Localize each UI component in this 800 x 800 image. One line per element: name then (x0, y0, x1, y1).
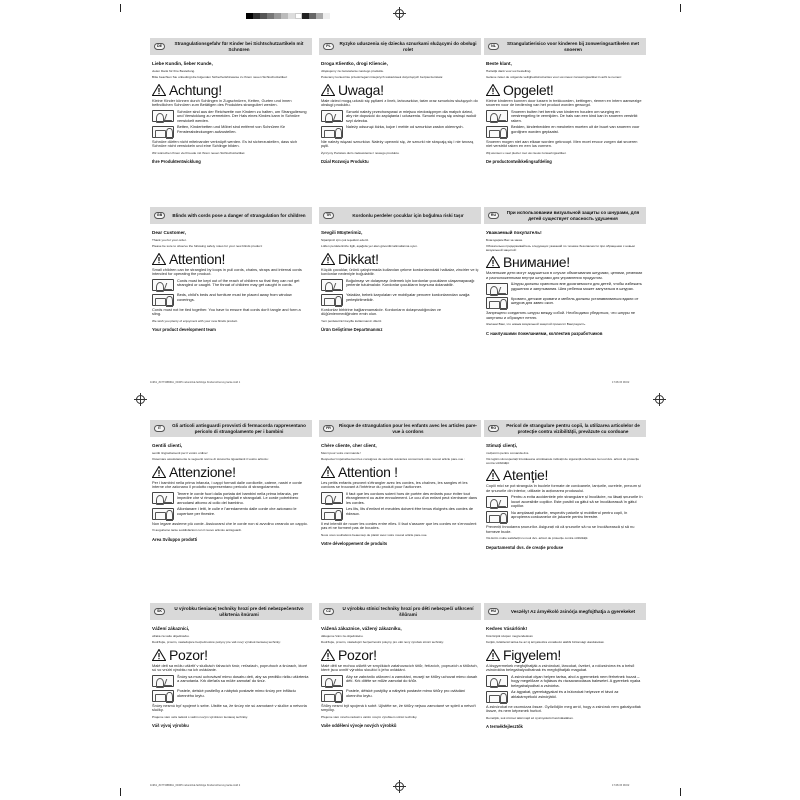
closing-wish: Vi auguriamo tante soddisfazioni con il nuovo articolo antisguardi. (152, 528, 242, 533)
panel-body (484, 437, 646, 550)
panel-body (150, 620, 312, 728)
closing-wish: Wij wensen u veel plezier met uw nieuw zonweringsartikel. (486, 150, 567, 155)
safety-bullet (486, 511, 644, 524)
bullet-text: Az ágyakat, gyerekágyakat és a bútorokat helyezze el távol az ablakárnyékoló zsinórjától. (511, 689, 619, 699)
intro-safety-notes: Respectez impérativement les consignes de sécurité suivantes concernant votre nouvel article pare-vue : (321, 456, 465, 461)
intro-thanks: Благодарим Вас за заказ. (486, 238, 523, 242)
child-cord-pictogram-icon (321, 492, 343, 504)
instruction-panel-tr (319, 207, 481, 387)
child-cord-pictogram-icon (486, 496, 508, 508)
intro-thanks: dziękujemy za zamówienie naszego produktu. (321, 69, 385, 73)
cord-knot-text: Nie należy wiązać sznurków. Należy upewnić się, że sznurki nie skręcają się i nie tworzą pętli. (321, 138, 474, 149)
hazard-text: Küçük çocuklar, ürünü çalıştırmada kullanılan çekme kordonlarındaki halkalar, zincirler ve iç kordonlar nedeniyle boğulabilir. (321, 266, 479, 277)
panel-header-title: U výrobku stínicí techniky hrozí pro děti nebezpečí uškrcení šňůrami (342, 606, 474, 617)
child-cord-pictogram-icon (321, 675, 343, 687)
closing-wish: Życzymy Państwu dużo zadowolenia z nowego produktu. (321, 150, 400, 155)
greeting: Уважаемый покупатель! (486, 230, 542, 235)
panel-header (150, 38, 312, 55)
language-badge: GB (154, 212, 165, 219)
footer-timestamp-top: 17.08.15 09:02 (612, 381, 630, 384)
safety-bullet (321, 689, 479, 702)
language-badge: DE (154, 43, 165, 50)
closing-wish: Wir wünschen Ihnen viel Freude mit Ihrem neuen Sichtschutzartikel. (152, 150, 246, 155)
language-badge: RO (488, 425, 499, 432)
cord-knot-text: Schnüre dürfen nicht miteinander verknüpft werden. Es ist sicherzustellen, dass sich Schnüre nicht verwickeln und eine Schlinge bilden. (152, 138, 298, 149)
greeting: Droga Klientko, drogi Kliencie, (321, 61, 388, 66)
warning-triangle-icon (486, 256, 500, 268)
intro-safety-notes: Please be sure to observe the following safety notes for your new blinds product: (152, 243, 263, 248)
signature: С наилучшими пожеланиями, коллектив разработчиков (486, 331, 603, 337)
warning-word: Attenzione! (169, 463, 236, 480)
safety-bullet (152, 279, 310, 292)
warning-heading (152, 648, 310, 662)
panel-body (319, 437, 481, 546)
bed-window-pictogram-icon (152, 690, 174, 702)
bullet-text: Beds, child's beds and furniture must be placed away from window coverings. (177, 292, 292, 302)
panel-header-title: Pericol de strangulare pentru copii, la utilizarea articolelor de protecție contra vizibilității, prevăzute cu cordoane (506, 423, 640, 434)
warning-triangle-icon (321, 649, 335, 661)
child-cord-pictogram-icon (321, 110, 343, 122)
panel-header (319, 603, 481, 620)
bullet-text: Les lits, lits d'enfant et meubles doivent être tenus éloignés des cordes de rideaux. (346, 506, 474, 516)
greeting: Dear Customer, (152, 230, 186, 235)
bed-window-pictogram-icon (321, 126, 343, 138)
warning-word: Attention! (169, 250, 226, 267)
child-cord-pictogram-icon (152, 492, 174, 504)
bullet-text: Pentru a evita accidentele prin strangulare și încolăcire, nu lăsați șnururile în locuri accesibile copiilor. Este posibil ca gâtul să se încolăcească în gâtul copiilor. (511, 494, 643, 509)
safety-bullet (321, 492, 479, 506)
child-cord-pictogram-icon (486, 675, 508, 687)
greeting: Beste klant, (486, 61, 512, 66)
warning-word: Dikkat! (338, 250, 379, 267)
bullet-text: A zsinórokat olyan helyen tartsa, ahol a gyermekek nem férhetnek hozzá – hogy megelőzze a fojtásos és rácsavarodásos balesetet. A gyerekek nyaka belegabalyodhat a zsinórba. (511, 673, 641, 688)
intro-thanks: vďaka za vašu objednávku. (152, 634, 190, 638)
safety-bullet (321, 507, 479, 520)
intro-thanks: Thank you for your order. (152, 238, 187, 242)
warning-word: Atenție! (503, 467, 549, 484)
bed-window-pictogram-icon (486, 691, 508, 703)
bullet-text: Betten, Kinderbetten und Möbel sind entfernt von Schnüren für Fensterabdeckungen aufzustellen. (177, 124, 285, 134)
safety-bullet (321, 279, 479, 292)
greeting: Liebe Kundin, lieber Kunde, (152, 61, 213, 66)
warning-word: Pozor! (169, 646, 208, 663)
safety-bullet (486, 125, 644, 138)
warning-heading (152, 252, 310, 266)
instruction-panel-nl (484, 38, 646, 221)
signature: Area Sviluppo prodotti (152, 536, 198, 542)
bed-window-pictogram-icon (152, 294, 174, 306)
bullet-text: Yataklar, bebek karyolaları ve mobilyalar pencere kordonlarından uzağa yerleştirilmelidir. (346, 292, 470, 302)
bed-window-pictogram-icon (152, 126, 174, 138)
signature: A termékfejlesztők (486, 724, 523, 730)
language-badge: PL (323, 43, 334, 50)
instruction-panel-cz (319, 603, 481, 783)
bed-window-pictogram-icon (486, 126, 508, 138)
cord-knot-text: Šnúry nesmú byť spojené k sebe. Uistite sa, že šnúry nie sú zamotané v slučke a netvoria slučky. (152, 702, 307, 713)
intro-safety-notes: Bitte beachten Sie unbedingt die folgenden Sicherheitshinweise zu Ihrem neuen Sichtschutzartikel: (152, 74, 288, 79)
warning-heading (486, 648, 644, 662)
crop-mark (680, 4, 681, 12)
intro-safety-notes: Gelieve zeker de volgende veiligheidsinstructies voor uw nieuw zonweringsartikel in acht te nemen: (486, 74, 622, 79)
closing-wish: Yeni perdelerinizi keyifle kullanmanızı dileriz. (321, 318, 383, 323)
instruction-panel-pl (319, 38, 481, 218)
bed-window-pictogram-icon (486, 511, 508, 523)
intro-safety-notes: Обязательно придерживайтесь следующих указаний по технике безопасности при обращении с новым визуальной защитой: (486, 243, 635, 252)
intro-thanks: sentiti ringraziamenti per il vostro ordine! (152, 451, 208, 455)
bullet-text: Šnúry sa musí uchovávať mimo dosahu detí, aby sa predišlo riziku uškrtenia a zamotania. Krk dieťaťa sa môže zamotať do šnúr. (177, 673, 309, 684)
instruction-panel-ru (484, 207, 646, 387)
warning-heading (321, 252, 479, 266)
instruction-panel-sk (150, 603, 312, 783)
signature: Váš vývoj výrobku (152, 723, 189, 729)
safety-bullet (486, 282, 644, 295)
hazard-text: Маленькие дети могут задушиться в случае обматывания шнурами, цепями, ремнями и расположенными внутри шнурами для управления продуктом. (486, 270, 643, 280)
panel-header-title: Kordonlu perdeler çocuklar için boğulma riski taşır (352, 212, 464, 218)
safety-bullet (152, 125, 310, 138)
panel-body (319, 55, 481, 164)
panel-header-title: Blinds with cords pose a danger of strangulation for children (172, 212, 306, 218)
panel-header (484, 207, 646, 224)
bullet-text: Allontanare i letti, le culle e l'arredamento dalle corde che azionano le coperture per finestre. (177, 506, 297, 516)
bullet-text: Snoeren buiten het bereik van kinderen houden om wurging en verstrengeling te vermijden. De hals van een kind kan in snoeren verstrikt raken. (511, 108, 638, 123)
safety-bullet (152, 689, 310, 702)
safety-bullet (321, 293, 479, 306)
cord-knot-text: Cords must not be tied together. You have to ensure that cords don't tangle and form a sling. (152, 306, 301, 317)
intro-safety-notes: Vă rugăm să respectați întotdeauna următoarele indicații de siguranță referitoare la noul dvs. articol de protecție contra vizibilității: (486, 456, 640, 465)
bullet-text: Postele, detské postieľky a nábytok postavte mimo šnúry pre infiláciu okenného krytu. (177, 688, 296, 698)
closing-wish: Желаем Вам, что новым визуальной защитой приносит Вам радость. (486, 322, 586, 327)
bed-window-pictogram-icon (486, 297, 508, 309)
panel-header-title: Veszély! Az árnyékoló zsinórja megfojthatja a gyerekeket (510, 608, 636, 614)
registration-mark-icon (655, 395, 664, 404)
bed-window-pictogram-icon (321, 508, 343, 520)
crop-mark (120, 4, 121, 12)
panel-header-title: Ryzyko uduszenia się dziecka sznurkami służącymi do obsługi rolet (339, 41, 477, 52)
warning-triangle-icon (321, 84, 335, 96)
bullet-text: Bedden, kinderbedden en meubelen moeten uit de buurt van snoeren voor gordijnen worden geplaatst. (511, 124, 640, 134)
hazard-text: Small children can be strangled by loops in pull cords, chains, straps and internal cords intended for operating the product. (152, 266, 302, 277)
child-cord-pictogram-icon (152, 675, 174, 687)
child-cord-pictogram-icon (321, 279, 343, 291)
child-cord-pictogram-icon (486, 283, 508, 295)
signature: Ürün Geliştirme Departmanınız (321, 327, 383, 333)
intro-thanks: děkujeme Vám za objednávku. (321, 634, 364, 638)
hazard-text: Copiii mici se pot strangula în buclele formate de cordoanele, lanțurile, curelele, precum și de șnururile din interior, utilizate la acționarea produsului. (486, 483, 641, 493)
warning-word: Figyelem! (503, 646, 561, 663)
bed-window-pictogram-icon (321, 690, 343, 702)
safety-bullet (486, 495, 644, 509)
bed-window-pictogram-icon (321, 294, 343, 306)
hazard-text: Malé děti se mohou uškrtit ve smyčkách zatahovacích šňůr, řetízcích, popruzích a šňůrách, které jsou uvnitř výrobku sloužící k jeho ovládání. (321, 662, 478, 673)
panel-header-title: U výrobku tieniacej techniky hrozí pre deti nebezpečenstvo uškrtenia šnúrami (174, 606, 304, 617)
cord-knot-text: Preveniți înnodarea șnururilor. Asigurați vă că șnururile să nu se încolăcească și să nu formeze bucle. (486, 524, 635, 534)
panel-body (319, 224, 481, 332)
safety-bullet (152, 675, 310, 688)
cord-knot-text: Запрещено соединять шнуры между собой. Необходимо убедиться, что шнуры не запутаны и образуют петлю. (486, 310, 636, 320)
bullet-text: Шнуры должны храниться вне досягаемости для детей, чтобы избежать удушения и запутывания. Шея ребенка может запутаться в шнурах. (511, 281, 642, 291)
bullet-text: Boğulmayı ve dolaşmayı önlemek için kordonlar çocukların ulaşamayacağı yerlerde tutulmalıdır. Kordonlar çocukların boynuna dolanabilir. (346, 277, 475, 288)
safety-bullet (321, 675, 479, 688)
safety-bullet (152, 507, 310, 520)
signature: Dział Rozwoju Produktu (321, 159, 369, 165)
hazard-text: Malé deti sa môžu uškrtiť v slučkách ťahacích šnúr, reťaziach, popruhoch a šnúrach, ktoré sú vo vnútri výrobku na ich ovládanie. (152, 662, 308, 673)
panel-header (319, 207, 481, 224)
bullet-text: Nu amplasați paturile, respectiv paturile și mobilierul pentru copii, în apropierea cordoanelor de jaluzele pentru ferestre. (511, 509, 628, 520)
greeting: Kedves Vásárlónk! (486, 626, 528, 631)
intro-thanks: Köszönjük szépen megrendelését. (486, 634, 534, 638)
greeting: Stimați clienți, (486, 443, 518, 448)
footer-file-info-bottom: 11961_Z47730B0DA_00405 nebenitzal-farbfolge Kindersicherung lacke.indd 2 (150, 784, 241, 787)
warning-triangle-icon (321, 466, 335, 478)
language-badge: HU (488, 608, 499, 615)
instruction-panel-ro (484, 420, 646, 600)
footer-file-info-top: 11961_Z47730B0DA_00405 nebenitzal-farbfolge Kindersicherung lacke.indd 1 (150, 381, 241, 384)
panel-header-title: При использовании визуальной защиты со шнурами, для детей существует опасность удушения (506, 210, 640, 221)
panel-header-title: Gli articoli antisguardi provvisti di fermacorda rappresentano pericolo di strangolamento per i bambini (172, 423, 306, 434)
greeting: Gentili clienti, (152, 443, 183, 448)
crop-mark (680, 788, 681, 796)
warning-triangle-icon (321, 253, 335, 265)
child-cord-pictogram-icon (152, 279, 174, 291)
language-badge: SK (154, 608, 165, 615)
bullet-text: Należy odsunąć łóżka, kojce i meble od sznurków zasłon okiennych. (346, 124, 464, 130)
signature: Departamentul dvs. de creație produse (486, 545, 564, 551)
warning-heading (321, 648, 479, 662)
panel-body (319, 620, 481, 728)
warning-heading (321, 465, 479, 479)
hazard-text: A kisgyermekek megfojthatják a zsinórokat, láncokat, öveket, a rolózsinórra és a belső zsinórokba belegabalyodhatnak és megfojthatják magukat. (486, 662, 635, 673)
signature: Votre développement de produits (321, 541, 388, 547)
closing-wish: We wish you plenty of enjoyment with your new blinds product. (152, 318, 238, 323)
panel-body (484, 620, 646, 729)
safety-bullet (486, 690, 644, 703)
cord-knot-text: Kordonlar birbirine bağlanmamalıdır. Kordonların dolaşmadığından ve düğümlenmediğinden emin olun. (321, 306, 442, 317)
intro-safety-notes: Polecamy koniecznie przestrzegać niniejszych wskazówek dotyczących bezpieczeństwa: (321, 74, 443, 79)
safety-bullet (486, 297, 644, 310)
panel-header (484, 603, 646, 620)
warning-triangle-icon (152, 84, 166, 96)
bullet-text: Кровати, детские кровати и мебель должны устанавливаться вдали от шнуров для завес окон. (511, 295, 639, 306)
child-cord-pictogram-icon (152, 110, 174, 122)
warning-heading (486, 83, 644, 97)
greeting: Vážení zákazníci, (152, 626, 190, 631)
cord-knot-text: Il est interdit de nouer les cordes entre elles. Il faut s'assurer que les cordes ne s'enroulent pas et ne forment pas de boucles. (321, 520, 477, 531)
registration-mark-icon (395, 9, 404, 18)
cord-knot-text: Šňůry nesmí být spojená k sobě. Ujistěte se, že šňůry nejsou zamotané ve spleti a netvoří smyčky. (321, 702, 476, 713)
warning-heading (152, 83, 310, 97)
intro-safety-notes: Dodržujte, prosím, následující bezpečnostní pokyny pro váš nový výrobek stínicí techniky: (321, 639, 444, 644)
warning-word: Attention ! (338, 463, 398, 480)
language-badge: IT (154, 425, 165, 432)
child-cord-pictogram-icon (486, 110, 508, 122)
language-badge: TR (323, 212, 334, 219)
crop-mark (120, 788, 121, 796)
intro-safety-notes: Dodržujte, prosím, nasledujúce bezpečnostné pokyny pre váš nový výrobok tieniacej techniky: (152, 639, 281, 644)
bullet-text: Postele, dětské postýlky a nábytek postavte mimo šňůry pro ovládání okenního krytu. (346, 688, 466, 698)
bullet-text: Cords must be kept out of the reach of children so that they can not get strangled or caught. The throat of children may get caught in cords. (177, 277, 300, 288)
instruction-panel-de (150, 38, 312, 218)
panel-header (484, 420, 646, 437)
registration-mark-icon (136, 395, 145, 404)
hazard-text: Małe dzieci mogą udusić się pętlami z linek, łańcuszków, taśm oraz sznurków służących do obsługi produktu. (321, 97, 478, 108)
safety-bullet (486, 110, 644, 124)
intro-safety-notes: Kérjük, feltétlenül tartsa be az új árnyékolóra vonatkozó alábbi biztonsági utasításokat. (486, 639, 605, 644)
safety-bullet (152, 293, 310, 306)
safety-bullet (486, 675, 644, 689)
panel-body (150, 55, 312, 164)
instruction-panel-fr (319, 420, 481, 600)
cord-knot-text: A zsinórokat ne csomózza össze. Győződjön meg arról, hogy a zsinórok nem gabalyodtak össze, és nem képeznek hurkot. (486, 703, 641, 714)
panel-header (150, 420, 312, 437)
intro-thanks: Merci pour votre commande ! (321, 451, 362, 455)
language-badge: NL (488, 43, 499, 50)
panel-body (484, 55, 646, 164)
warning-triangle-icon (486, 84, 500, 96)
language-badge: FR (323, 425, 334, 432)
greeting: Vážená zákaznice, vážený zákazníku, (321, 626, 402, 631)
panel-body (150, 224, 312, 332)
closing-wish: Přejeme vám mnoho radosti s vaším novým výrobkem stínicí techniky. (321, 714, 418, 719)
cord-knot-text: Non legare assieme più corde. Assicurarsi che le corde non si avvolino creando un cappio. (152, 520, 308, 526)
panel-header-title: Strangulatierisico voor kinderen bij zonweringsartikelen met snoeren (507, 41, 639, 52)
panel-header (484, 38, 646, 55)
closing-wish: Nous vous souhaitons beaucoup de plaisir avec votre nouvel article pare-vue. (321, 532, 428, 537)
safety-bullet (152, 492, 310, 506)
warning-heading (486, 255, 644, 269)
closing-wish: Vă dorim multe satisfacții cu noul dvs. articol de protecție contra vizibilității. (486, 536, 589, 541)
instruction-panel-hu (484, 603, 646, 783)
intro-thanks: mulțumim pentru comanda dvs. (486, 451, 530, 455)
warning-triangle-icon (486, 649, 500, 661)
bullet-text: Sznurki należy przechowywać w miejscu niedostępnym dla małych dzieci, aby nie dopuścić do zaplątania i uduszenia. Sznurki mogą się owinąć wokół szyi dziecka. (346, 108, 477, 123)
signature: Ihre Produktentwicklung (152, 159, 201, 165)
signature: De productontwikkelingsafdeling (486, 159, 552, 165)
bullet-text: Tenere le corde fuori dalla portata dei bambini nella prima infanzia, per impedire che vi rimangano impigliati e strangolati. Le corde potrebbero annodarsi attorno al collo del bambino. (177, 490, 299, 505)
warning-heading (152, 465, 310, 479)
hazard-text: Per i bambini nella prima infanzia, i cappi formati dalle cordicelle, catene, nastri e corde interne che azionano il prodotto rappresentano pericolo di strangolamento. (152, 479, 303, 490)
warning-word: Внимание! (503, 254, 570, 271)
intro-safety-notes: Osservare assolutamente le seguenti norme di sicurezza riguardanti il vostro articolo: (152, 456, 269, 461)
warning-triangle-icon (152, 253, 166, 265)
signature: Your product development team (152, 327, 216, 333)
warning-word: Achtung! (169, 81, 222, 98)
warning-word: Pozor! (338, 646, 377, 663)
panel-header (319, 38, 481, 55)
print-color-bar (246, 13, 330, 19)
footer-timestamp-bottom: 17.08.15 09:02 (612, 784, 630, 787)
intro-thanks: vielen Dank für Ihre Bestellung. (152, 69, 195, 73)
greeting: Sevgili Müşterimiz, (321, 230, 363, 235)
panel-header-title: Risque de strangulation pour les enfants avec les articles pare-vue à cordons (338, 423, 478, 434)
bed-window-pictogram-icon (152, 508, 174, 520)
hazard-text: Kleine Kinder können durch Schlingen in Zugschnüren, Ketten, Gurten und innen befindlichen Schnüren zum Betätigen des Produktes stranguliert werden. (152, 97, 292, 108)
safety-bullet (321, 125, 479, 138)
signature: Vaše oddělení vývoje nových výrobků (321, 723, 397, 729)
warning-triangle-icon (152, 466, 166, 478)
panel-header (150, 207, 312, 224)
panel-body (484, 224, 646, 336)
intro-thanks: Siparişiniz için çok teşekkür ederiz. (321, 238, 369, 242)
bullet-text: Il faut que les cordons soient hors de portée des enfants pour éviter tout étranglement ou autre enroulement. Le cou d'un enfant peut s'entraver dans les cordes. (346, 490, 478, 505)
closing-wish: Reméljük, sok örömet talál majd az új árnyékoló használatában. (486, 715, 574, 720)
intro-thanks: Hartelijk dank voor uw bestelling. (486, 69, 532, 73)
language-badge: CZ (323, 608, 334, 615)
language-badge: RU (488, 212, 499, 219)
warning-heading (321, 83, 479, 97)
panel-header (150, 603, 312, 620)
safety-bullet (152, 110, 310, 124)
hazard-text: Kleine kinderen kunnen door lussen in trekkoorden, kettingen, riemen en intern aanwezige snoeren voor de bediening van het product worden gewurgd. (486, 97, 642, 108)
registration-mark-icon (395, 782, 404, 791)
hazard-text: Les petits enfants peuvent s'étrangler avec les cordes, les chaînes, les sangles et les cordons se trouvant à l'intérieur du produit pour l'actionner. (321, 479, 468, 490)
intro-safety-notes: Lütfen perdelerinizle ilgili, aşağıda yer alan güvenlik talimatlarına uyun. (321, 243, 418, 248)
cord-knot-text: Snoeren mogen niet aan elkaar worden geknoopt. Men moet ervoor zorgen dat snoeren niet verstrikt raken en een lus vormen. (486, 138, 638, 149)
closing-wish: Prajeme vám veľa radosti s vaším novým výrobkom tieniacej techniky. (152, 714, 248, 719)
panel-body (150, 437, 312, 542)
panel-header-title: Strangulationsgefahr für Kinder bei Sichtschutzartikeln mit Schnüren (174, 41, 304, 52)
warning-triangle-icon (486, 469, 500, 481)
warning-word: Uwaga! (338, 81, 384, 98)
warning-heading (486, 468, 644, 482)
instruction-panel-gb (150, 207, 312, 387)
warning-word: Opgelet! (503, 81, 554, 98)
bullet-text: Schnüre sind aus der Reichweite von Kindern zu halten, um Strangulierung und Verwicklung zu vermeiden. Der Hals eines Kindes kann in Schnüre verwickelt werden. (177, 108, 307, 123)
safety-bullet (321, 110, 479, 124)
instruction-panel-it (150, 420, 312, 600)
warning-triangle-icon (152, 649, 166, 661)
panel-header (319, 420, 481, 437)
greeting: Chère cliente, cher client, (321, 443, 377, 448)
bullet-text: Aby se zabránilo uškrcení a zamotání, musejí se šňůry uchovat mimo dosah dětí. Krk dítěte se může zamotat do šňůr. (346, 673, 478, 684)
